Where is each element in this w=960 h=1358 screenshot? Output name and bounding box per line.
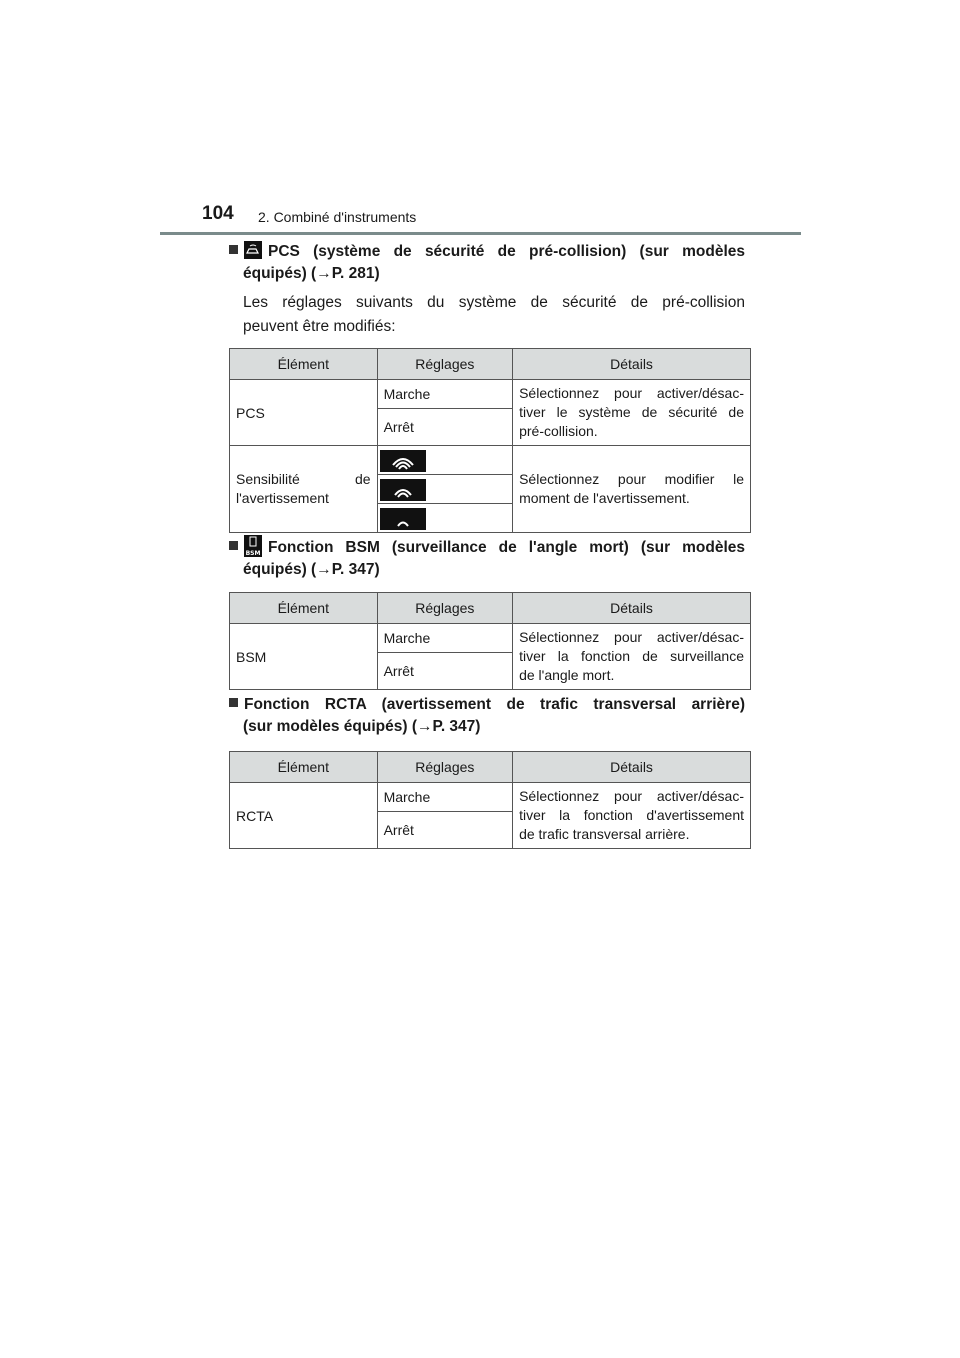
header-element: Élément (230, 593, 378, 624)
sensitivity-setting-low (377, 504, 513, 533)
header-settings: Réglages (377, 349, 513, 380)
rcta-setting-off: Arrêt (377, 812, 513, 849)
pcs-table (229, 348, 751, 533)
pcs-intro-line1: Les réglages suivants du système de sécurité de pré-collision (243, 294, 745, 311)
square-bullet-icon (229, 245, 238, 254)
pcs-intro-line2: peuvent être modifiés: (243, 318, 396, 335)
bsm-setting-off: Arrêt (377, 653, 513, 690)
table-row (230, 446, 751, 475)
sensitivity-details: Sélectionnez pour modifier le moment de l'avertissement. (513, 446, 751, 533)
rcta-heading-line1: Fonction RCTA (avertissement de trafic transversal arrière) (244, 696, 745, 713)
header-details: Détails (513, 752, 751, 783)
header-settings: Réglages (377, 752, 513, 783)
bsm-icon (244, 535, 262, 557)
bsm-setting-on: Marche (377, 624, 513, 653)
header-rule (160, 232, 801, 235)
sensitivity-setting-medium (377, 475, 513, 504)
sensitivity-high-icon (380, 450, 426, 472)
rcta-details: Sélectionnez pour activer/désac- tiver la fonction d'avertissement de trafic transversal arrière. (513, 783, 751, 849)
pcs-heading-line2: équipés) (→P. 281) (243, 265, 380, 282)
pcs-intro (243, 291, 745, 339)
pcs-heading-line1: PCS (système de sécurité de pré-collision) (sur modèles (268, 243, 745, 260)
pcs-setting-on: Marche (377, 380, 513, 409)
rcta-heading (229, 694, 745, 738)
table-row (230, 624, 751, 653)
header-details: Détails (513, 593, 751, 624)
sensitivity-low-icon (380, 508, 426, 530)
table-header-row (230, 752, 751, 783)
bsm-element: BSM (230, 624, 378, 690)
rcta-setting-on: Marche (377, 783, 513, 812)
header-details: Détails (513, 349, 751, 380)
bsm-heading-line2: équipés) (→P. 347) (243, 561, 380, 578)
bsm-icon-label: BSM (245, 550, 261, 557)
square-bullet-icon (229, 698, 238, 707)
header-element: Élément (230, 349, 378, 380)
pcs-heading (229, 241, 745, 285)
rcta-element: RCTA (230, 783, 378, 849)
pcs-setting-off: Arrêt (377, 409, 513, 446)
rcta-table (229, 751, 751, 849)
bsm-heading (229, 535, 745, 581)
pcs-details: Sélectionnez pour activer/désac- tiver le système de sécurité de pré-collision. (513, 380, 751, 446)
header-element: Élément (230, 752, 378, 783)
table-header-row (230, 349, 751, 380)
pcs-car-icon (244, 241, 262, 259)
pcs-element: PCS (230, 380, 378, 446)
sensitivity-setting-high (377, 446, 513, 475)
square-bullet-icon (229, 541, 238, 550)
table-row (230, 380, 751, 409)
header-settings: Réglages (377, 593, 513, 624)
bsm-details: Sélectionnez pour activer/désac- tiver la fonction de surveillance de l'angle mort. (513, 624, 751, 690)
table-row (230, 783, 751, 812)
page-number: 104 (202, 203, 234, 224)
sensitivity-element: Sensibilité de l'avertissement (230, 446, 378, 533)
page-header (160, 200, 801, 236)
bsm-table (229, 592, 751, 690)
rcta-heading-line2: (sur modèles équipés) (→P. 347) (243, 718, 481, 735)
sensitivity-medium-icon (380, 479, 426, 501)
chapter-title: 2. Combiné d'instruments (258, 209, 417, 225)
bsm-heading-line1: Fonction BSM (surveillance de l'angle mort) (sur modèles (268, 539, 745, 556)
table-header-row (230, 593, 751, 624)
